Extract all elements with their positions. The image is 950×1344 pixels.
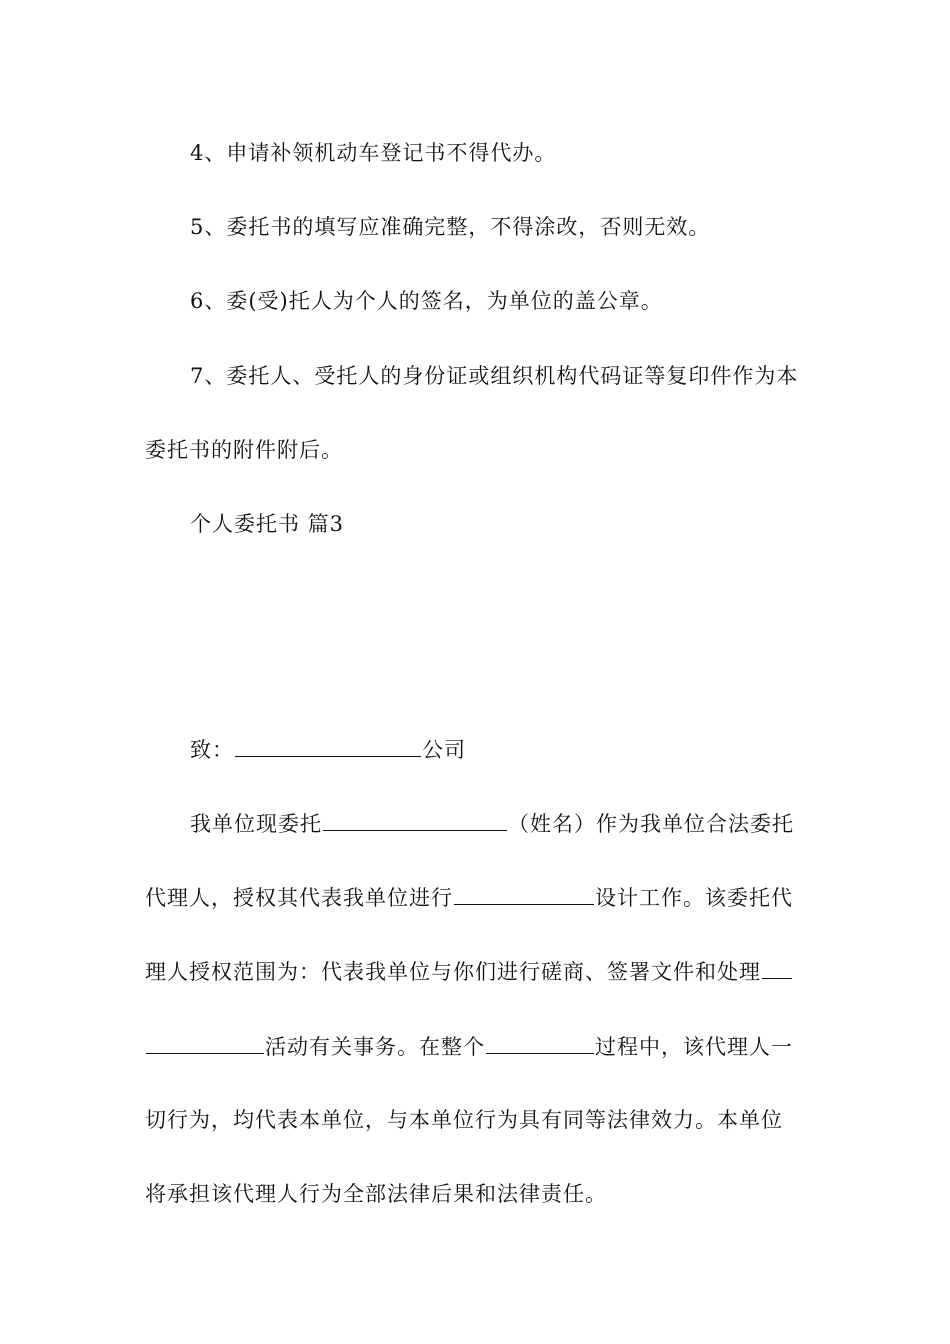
paragraph-line-1 (190, 808, 794, 839)
process-blank[interactable] (486, 1031, 594, 1054)
paragraph-line-4 (145, 1031, 793, 1062)
text-segment: 理人授权范围为：代表我单位与你们进行磋商、签署文件和处理 (145, 960, 761, 984)
addressee-line (190, 734, 466, 765)
matter-blank-end[interactable] (146, 1031, 264, 1054)
paragraph-line-6: 将承担该代理人行为全部法律后果和法律责任。 (145, 1182, 607, 1206)
list-item-7: 7、委托人、受托人的身份证或组织机构代码证等复印件作为本 (190, 364, 799, 388)
company-blank[interactable] (235, 734, 421, 757)
section-heading: 个人委托书 篇3 (190, 512, 345, 536)
paragraph-line-3 (145, 956, 793, 987)
text-segment: （姓名）作为我单位合法委托 (508, 812, 794, 836)
paragraph-line-2 (145, 882, 793, 913)
list-item-4: 4、申请补领机动车登记书不得代办。 (190, 141, 557, 165)
text-segment: 过程中，该代理人一 (595, 1035, 793, 1059)
list-item-7-continued: 委托书的附件附后。 (145, 438, 343, 462)
matter-blank-start[interactable] (762, 956, 792, 979)
design-blank[interactable] (454, 882, 594, 905)
addressee-suffix: 公司 (422, 738, 466, 762)
text-segment: 代理人，授权其代表我单位进行 (145, 886, 453, 910)
paragraph-line-5: 切行为，均代表本单位，与本单位行为具有同等法律效力。本单位 (145, 1108, 783, 1132)
list-item-6: 6、委(受)托人为个人的签名，为单位的盖公章。 (190, 289, 663, 313)
text-segment: 设计工作。该委托代 (595, 886, 793, 910)
list-item-5: 5、委托书的填写应准确完整，不得涂改，否则无效。 (190, 215, 711, 239)
addressee-prefix: 致： (190, 738, 234, 762)
text-segment: 我单位现委托 (190, 812, 322, 836)
text-segment: 活动有关事务。在整个 (265, 1035, 485, 1059)
name-blank[interactable] (323, 808, 507, 831)
